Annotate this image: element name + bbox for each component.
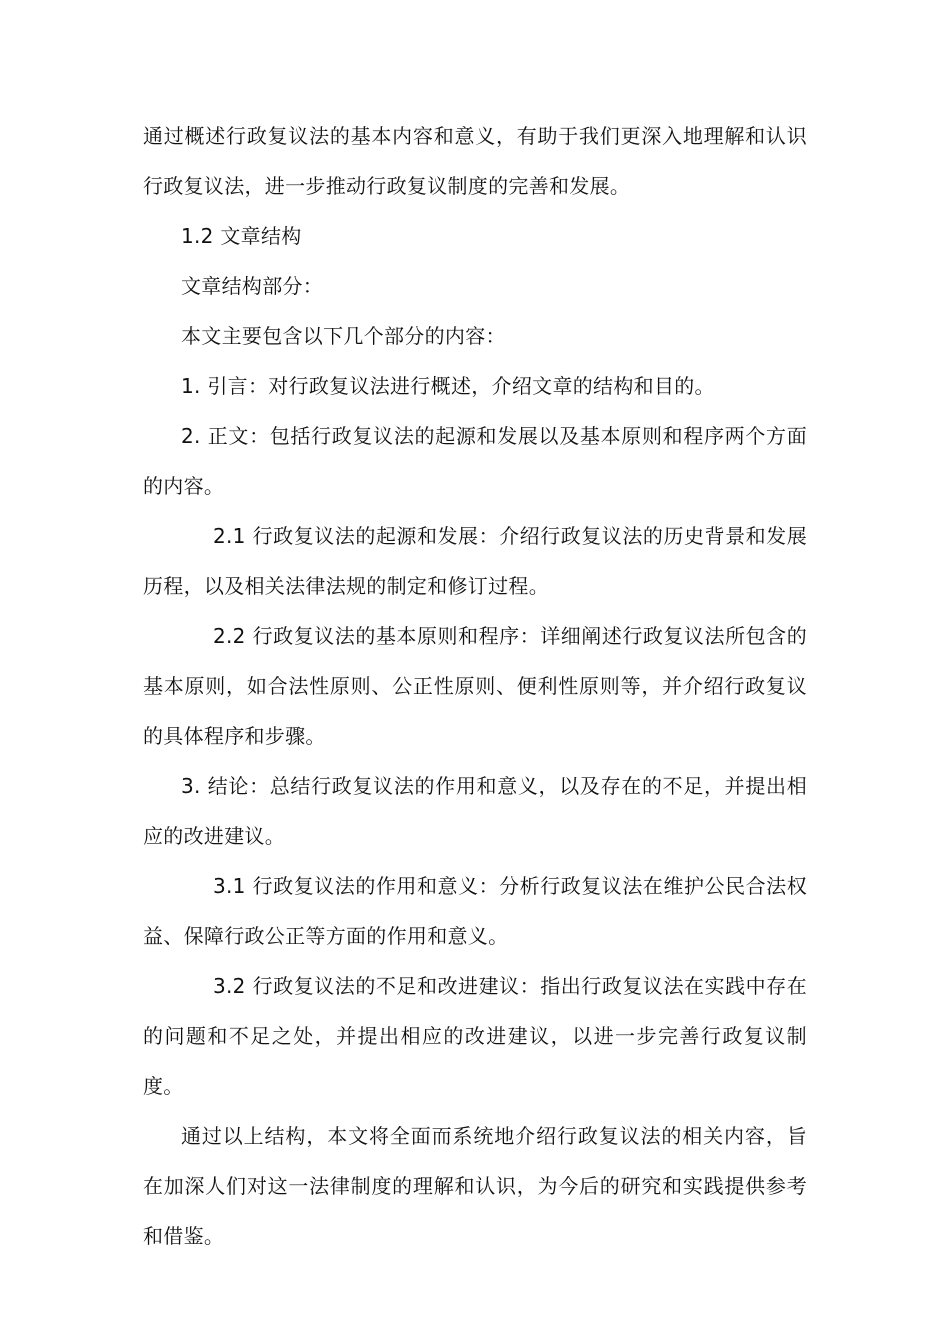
list-item-3-2: 3.2 行政复议法的不足和改进建议：指出行政复议法在实践中存在的问题和不足之处，并提出相应的改进建议，以进一步完善行政复议制度。 (143, 974, 807, 1098)
list-item-3-1: 3.1 行政复议法的作用和意义：分析行政复议法在维护公民合法权益、保障行政公正等方面的作用和意义。 (143, 874, 807, 948)
list-item-2: 2. 正文：包括行政复议法的起源和发展以及基本原则和程序两个方面的内容。 (143, 424, 807, 498)
paragraph-intro-continuation: 通过概述行政复议法的基本内容和意义，有助于我们更深入地理解和认识行政复议法，进一步推动行政复议制度的完善和发展。 (143, 124, 807, 198)
paragraph-structure-lead: 文章结构部分： (181, 274, 324, 298)
document-body (143, 111, 807, 1261)
list-item-2-2: 2.2 行政复议法的基本原则和程序：详细阐述行政复议法所包含的基本原则，如合法性原则、公正性原则、便利性原则等，并介绍行政复议的具体程序和步骤。 (143, 624, 807, 748)
list-item-3: 3. 结论：总结行政复议法的作用和意义，以及存在的不足，并提出相应的改进建议。 (143, 774, 807, 848)
paragraph-content-lead: 本文主要包含以下几个部分的内容： (181, 324, 506, 348)
section-heading: 1.2 文章结构 (181, 224, 302, 248)
paragraph-closing: 通过以上结构，本文将全面而系统地介绍行政复议法的相关内容，旨在加深人们对这一法律制度的理解和认识，为今后的研究和实践提供参考和借鉴。 (143, 1124, 807, 1248)
list-item-1: 1. 引言：对行政复议法进行概述，介绍文章的结构和目的。 (181, 374, 715, 398)
list-item-2-1: 2.1 行政复议法的起源和发展：介绍行政复议法的历史背景和发展历程，以及相关法律法规的制定和修订过程。 (143, 524, 807, 598)
